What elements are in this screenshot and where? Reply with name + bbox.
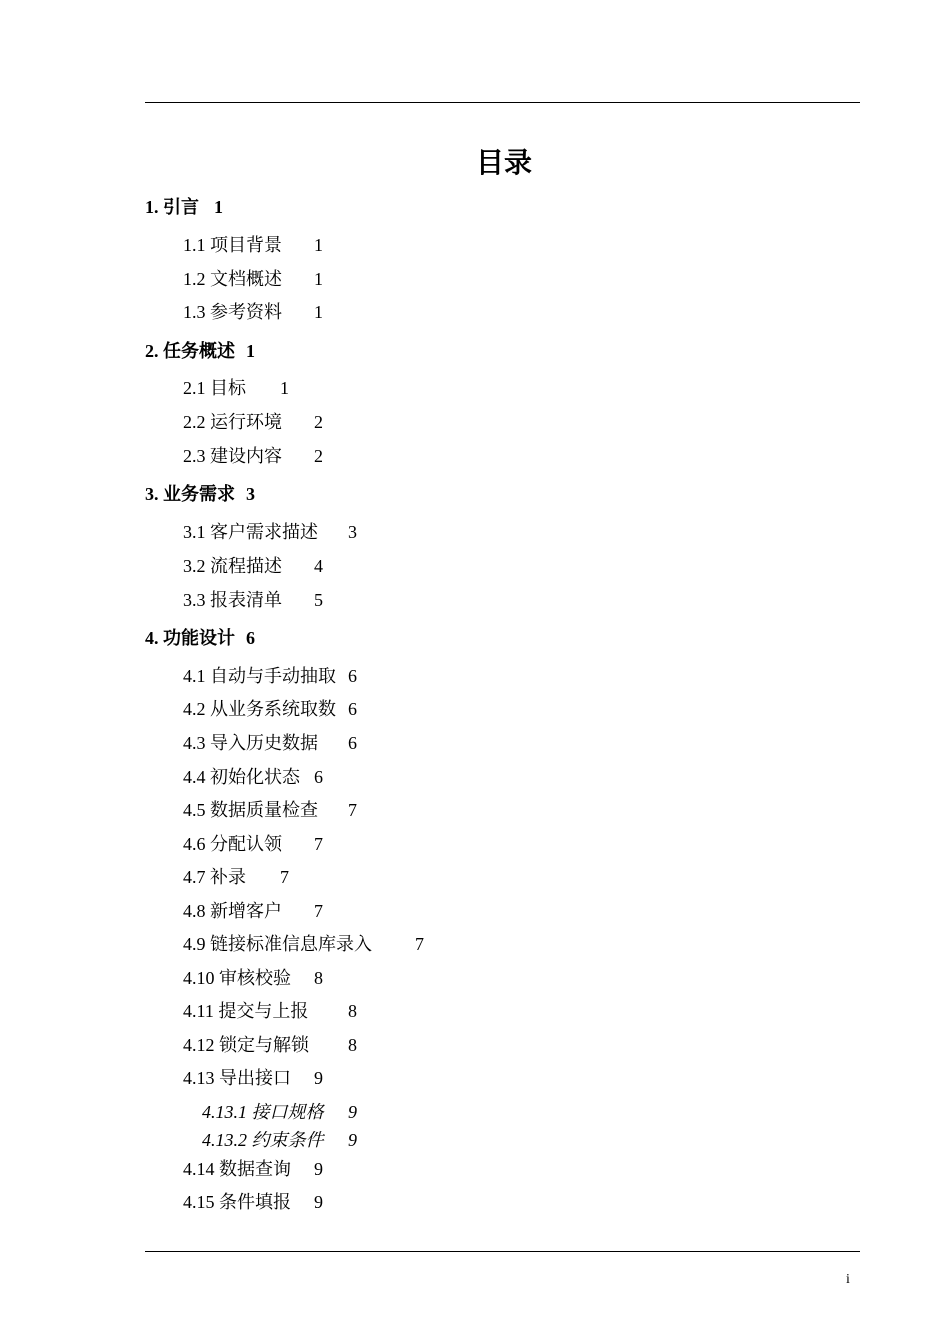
toc-entry-label: 3.2 流程描述: [183, 556, 282, 576]
page-number: i: [846, 1272, 850, 1287]
toc-entry-page: 9: [314, 1068, 323, 1088]
toc-entry[interactable]: [183, 377, 289, 399]
toc-entry-label: 2.3 建设内容: [183, 446, 282, 466]
toc-entry[interactable]: [183, 766, 323, 788]
toc-entry-label: 4.1 自动与手动抽取: [183, 666, 336, 686]
toc-entry[interactable]: [183, 900, 323, 922]
toc-entry-page: 8: [348, 1035, 357, 1055]
toc-entry-page: 1: [314, 302, 323, 322]
toc-entry-label: 4.2 从业务系统取数: [183, 699, 336, 719]
toc-entry-label: 2. 任务概述: [145, 341, 235, 361]
toc-entry-label: 3. 业务需求: [145, 484, 235, 504]
toc-entry-label: 2.1 目标: [183, 378, 246, 398]
toc-entry[interactable]: [145, 627, 255, 649]
toc-entry-page: 5: [314, 590, 323, 610]
toc-entry-label: 4.13.1 接口规格: [202, 1102, 324, 1122]
toc-entry-label: 1. 引言: [145, 197, 199, 217]
toc-entry-label: 3.1 客户需求描述: [183, 522, 318, 542]
toc-entry-label: 4.4 初始化状态: [183, 767, 300, 787]
toc-entry-page: 9: [314, 1192, 323, 1212]
toc-entry[interactable]: [183, 732, 357, 754]
toc-entry-label: 4. 功能设计: [145, 628, 235, 648]
toc-entry-page: 1: [314, 269, 323, 289]
toc-entry-label: 2.2 运行环境: [183, 412, 282, 432]
toc-entry[interactable]: [183, 1158, 323, 1180]
toc-title: 目录: [475, 148, 532, 179]
toc-entry[interactable]: [183, 833, 323, 855]
toc-entry-label: 4.6 分配认领: [183, 834, 282, 854]
toc-entry-label: 4.10 审核校验: [183, 968, 291, 988]
toc-entry[interactable]: [183, 665, 357, 687]
toc-entry-page: 6: [348, 699, 357, 719]
toc-entry-page: 1: [280, 378, 289, 398]
toc-entry[interactable]: [183, 967, 323, 989]
toc-entry-label: 4.13 导出接口: [183, 1068, 291, 1088]
toc-entry-page: 3: [348, 522, 357, 542]
toc-entry-label: 4.5 数据质量检查: [183, 800, 318, 820]
toc-entry-page: 7: [314, 901, 323, 921]
toc-entry-label: 1.1 项目背景: [183, 235, 282, 255]
toc-entry-label: 4.14 数据查询: [183, 1159, 291, 1179]
toc-entry[interactable]: [145, 196, 223, 218]
toc-entry[interactable]: [183, 445, 323, 467]
toc-entry-page: 7: [314, 834, 323, 854]
toc-entry[interactable]: [183, 411, 323, 433]
toc-entry-page: 6: [348, 733, 357, 753]
toc-entry-page: 1: [314, 235, 323, 255]
toc-entry[interactable]: [145, 340, 255, 362]
toc-entry[interactable]: [183, 521, 357, 543]
toc-entry[interactable]: [183, 1000, 357, 1022]
toc-entry[interactable]: [183, 1034, 357, 1056]
toc-entry[interactable]: [183, 933, 424, 955]
toc-entry-label: 1.3 参考资料: [183, 302, 282, 322]
toc-entry-page: 2: [314, 446, 323, 466]
toc-entry-page: 8: [314, 968, 323, 988]
toc-entry-page: 2: [314, 412, 323, 432]
toc-entry-label: 4.15 条件填报: [183, 1192, 291, 1212]
toc-entry[interactable]: [183, 698, 357, 720]
toc-entry-label: 4.7 补录: [183, 867, 246, 887]
toc-entry-page: 8: [348, 1001, 357, 1021]
toc-entry-page: 7: [280, 867, 289, 887]
toc-entry-page: 6: [314, 767, 323, 787]
toc-entry[interactable]: [183, 799, 357, 821]
header-rule: [145, 102, 860, 103]
toc-entry-page: 4: [314, 556, 323, 576]
toc-entry-page: 1: [214, 197, 223, 217]
toc-entry-label: 4.11 提交与上报: [183, 1001, 309, 1021]
toc-entry-page: 9: [314, 1159, 323, 1179]
toc-entry-page: 9: [348, 1102, 357, 1122]
toc-entry[interactable]: [183, 234, 323, 256]
toc-entry[interactable]: [183, 866, 289, 888]
toc-entry-label: 3.3 报表清单: [183, 590, 282, 610]
toc-entry-page: 6: [348, 666, 357, 686]
toc-entry[interactable]: [183, 1067, 323, 1089]
toc-entry[interactable]: [183, 301, 323, 323]
toc-entry-label: 4.3 导入历史数据: [183, 733, 318, 753]
toc-entry-label: 4.12 锁定与解锁: [183, 1035, 309, 1055]
toc-entry-page: 6: [246, 628, 255, 648]
toc-entry[interactable]: [183, 589, 323, 611]
toc-entry[interactable]: [183, 1191, 323, 1213]
toc-entry-label: 4.8 新增客户: [183, 901, 282, 921]
toc-entry[interactable]: [145, 483, 255, 505]
toc-entry[interactable]: [183, 555, 323, 577]
toc-entry-label: 1.2 文档概述: [183, 269, 282, 289]
footer-rule: [145, 1251, 860, 1252]
toc-entry-label: 4.9 链接标准信息库录入: [183, 934, 372, 954]
toc-entry[interactable]: [202, 1101, 357, 1123]
toc-entry-label: 4.13.2 约束条件: [202, 1130, 324, 1150]
toc-entry-page: 1: [246, 341, 255, 361]
toc-entry-page: 7: [348, 800, 357, 820]
toc-entry-page: 3: [246, 484, 255, 504]
toc-entry[interactable]: [183, 268, 323, 290]
toc-entry[interactable]: [202, 1129, 357, 1151]
toc-entry-page: 7: [415, 934, 424, 954]
toc-entry-page: 9: [348, 1130, 357, 1150]
